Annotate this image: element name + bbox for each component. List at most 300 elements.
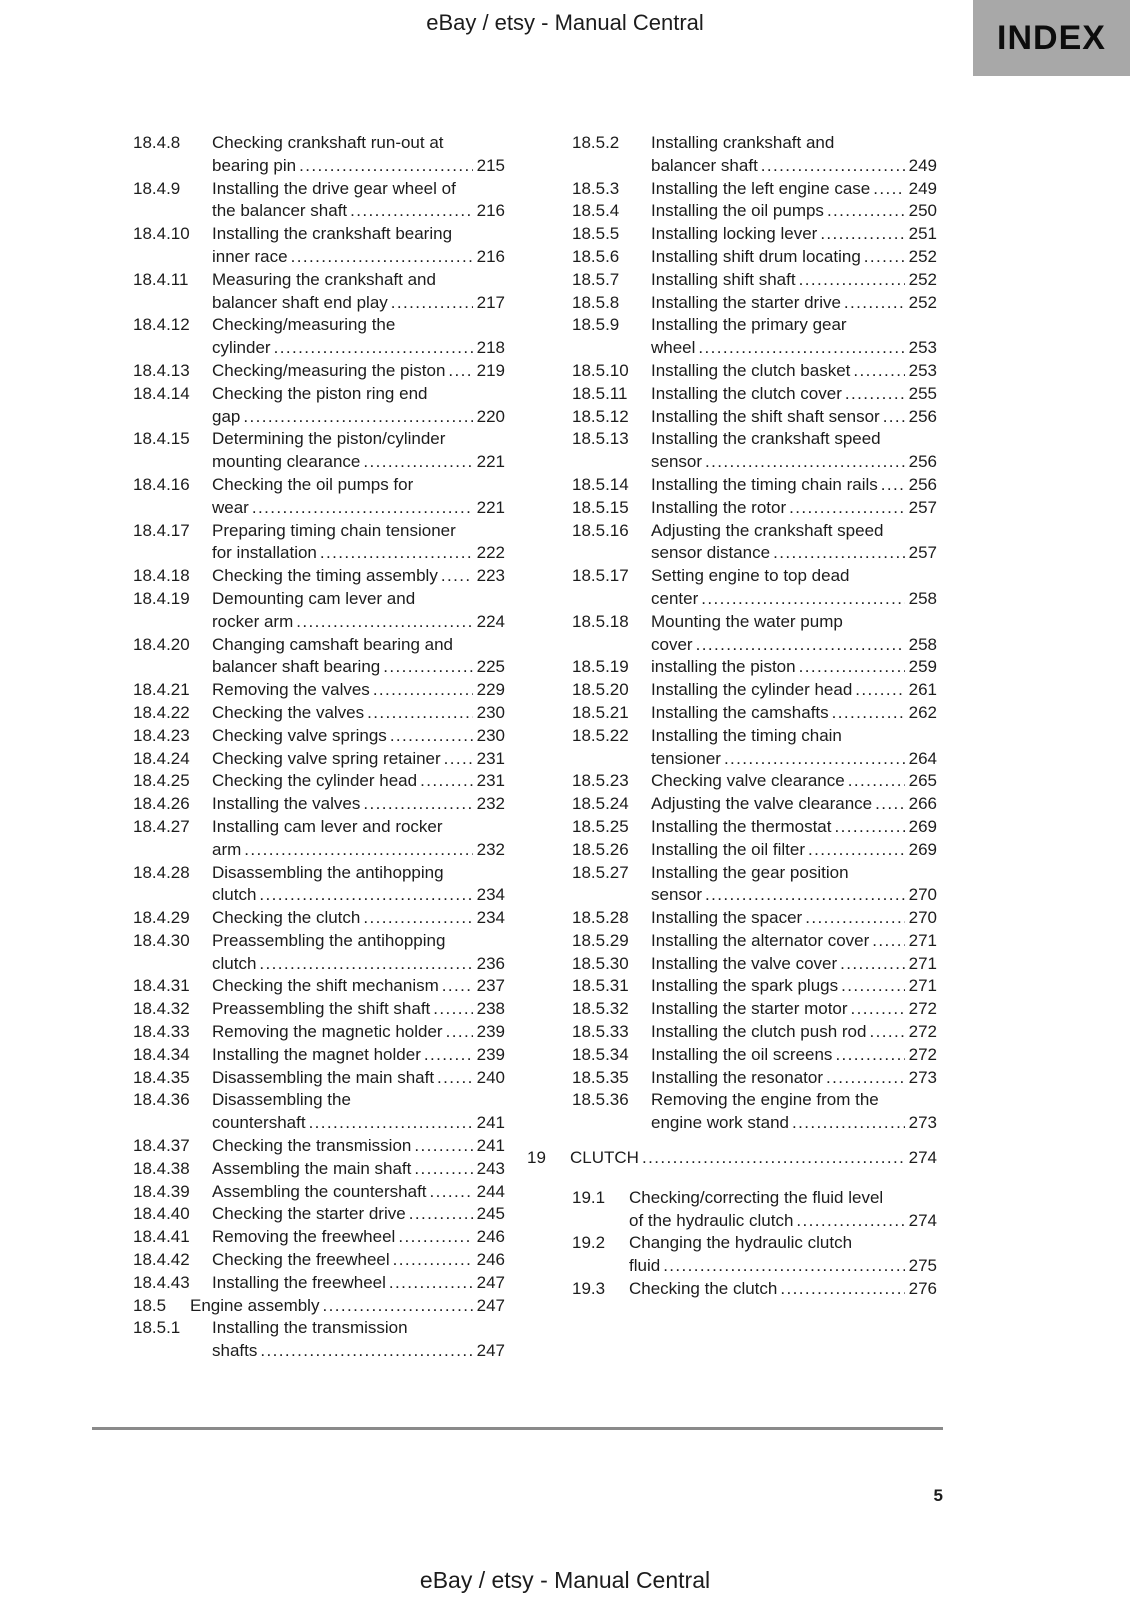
dot-leader: [773, 542, 905, 565]
toc-entry-last-line: [651, 155, 937, 178]
toc-entry-title: [651, 679, 937, 702]
toc-entry-number: 18.5.24: [572, 794, 629, 814]
dot-leader: [259, 884, 472, 907]
dot-leader: [244, 839, 472, 862]
toc-entry-number: 18.5.26: [572, 839, 629, 859]
dot-leader: [827, 200, 905, 223]
toc-entry-number: 19.1: [572, 1187, 606, 1207]
toc-entry-number: 18.4.24: [133, 748, 190, 768]
toc-entry-last-line: [651, 1021, 937, 1044]
toc-entry-number: 18.4.21: [133, 680, 190, 700]
dot-leader: [840, 953, 904, 976]
toc-entry-page: 259: [908, 657, 937, 677]
toc-entry-title: [651, 611, 937, 657]
toc-entry: [133, 634, 505, 680]
toc-entry-number: 18.4.26: [133, 794, 190, 814]
toc-entry: [133, 1021, 505, 1044]
dot-leader: [642, 1147, 905, 1170]
dot-leader: [259, 953, 472, 976]
toc-entry-title: [651, 132, 937, 178]
toc-entry-title-text: Installing the resonator: [651, 1067, 823, 1087]
dot-leader: [808, 839, 905, 862]
dot-leader: [789, 497, 904, 520]
page-number: 5: [933, 1486, 943, 1505]
toc-entry-title-line: Installing the primary gear: [651, 315, 847, 335]
toc-entry-page: 220: [476, 406, 505, 426]
toc-entry-number: 18.4.33: [133, 1022, 190, 1042]
toc-entry-title: [651, 383, 937, 406]
toc-entry-title: [651, 406, 937, 429]
toc-entry-last-line: [212, 360, 505, 383]
toc-entry-title: [212, 975, 505, 998]
toc-entry-last-line: [651, 360, 937, 383]
toc-entry-title-line: Setting engine to top dead: [651, 566, 850, 586]
toc-entry: [572, 360, 937, 383]
toc-entry-number: 18.5.7: [572, 269, 620, 289]
dot-leader: [393, 1249, 473, 1272]
dot-leader: [446, 1021, 473, 1044]
toc-entry-title-text: Installing the alternator cover: [651, 930, 870, 950]
toc-entry-page: 271: [908, 953, 937, 973]
toc-entry-title-text: Installing the spark plugs: [651, 976, 839, 996]
toc-entry-title: [212, 474, 505, 520]
toc-entry-page: 256: [908, 474, 937, 494]
toc-entry-title-text: Checking the shift mechanism: [212, 976, 439, 996]
toc-entry-title-line: Installing cam lever and rocker: [212, 816, 443, 836]
toc-entry-title-line: Installing the crankshaft speed: [651, 429, 881, 449]
toc-entry-title-text: Checking the freewheel: [212, 1250, 390, 1270]
toc-entry: [133, 314, 505, 360]
toc-entry-title-line: Installing the gear position: [651, 862, 849, 882]
toc-entry-number: 18.5.1: [133, 1318, 181, 1338]
toc-entry-page: 237: [476, 976, 505, 996]
toc-entry-number: 19.3: [572, 1279, 606, 1299]
dot-leader: [367, 702, 472, 725]
dot-leader: [437, 1067, 473, 1090]
toc-entry-title-text: Installing the clutch cover: [651, 383, 842, 403]
toc-entry-number: 18.4.22: [133, 702, 190, 722]
toc-entry-last-line: [212, 1135, 505, 1158]
toc-entry-last-line: [212, 155, 505, 178]
toc-entry: [572, 132, 937, 178]
toc-entry-number: 18.5.8: [572, 292, 620, 312]
toc-entry-page: 271: [908, 976, 937, 996]
toc-entry-title-text: Checking valve clearance: [651, 771, 845, 791]
toc-entry: [133, 588, 505, 634]
toc-entry: [133, 1226, 505, 1249]
toc-entry-title: [651, 314, 937, 360]
toc-entry-title-line: Preparing timing chain tensioner: [212, 520, 456, 540]
toc-entry: [572, 200, 937, 223]
toc-entry-title-text: fluid: [629, 1256, 661, 1276]
toc-entry-title-text: Installing the starter motor: [651, 999, 848, 1019]
toc-entry: [133, 862, 505, 908]
toc-entry-page: 217: [476, 292, 505, 312]
toc-entry: [572, 1089, 937, 1135]
toc-entry-number: 18.4.23: [133, 725, 190, 745]
toc-entry-last-line: [212, 1158, 505, 1181]
toc-entry-title-line: Disassembling the antihopping: [212, 862, 444, 882]
toc-entry-last-line: [651, 953, 937, 976]
toc-entry-page: 241: [476, 1136, 505, 1156]
toc-entry-last-line: [212, 793, 505, 816]
toc-entry-number: 18.4.31: [133, 976, 190, 996]
dot-leader: [835, 1044, 904, 1067]
toc-entry-title: [212, 1158, 505, 1181]
toc-entry-title-text: of the hydraulic clutch: [629, 1210, 794, 1230]
dot-leader: [274, 337, 473, 360]
toc-entry: [572, 1187, 937, 1233]
toc-entry: [572, 998, 937, 1021]
toc-entry-page: 221: [476, 452, 505, 472]
dot-leader: [820, 223, 904, 246]
toc-entry: [572, 314, 937, 360]
toc-entry-title: [651, 1067, 937, 1090]
toc-entry-title-text: Removing the magnetic holder: [212, 1022, 443, 1042]
dot-leader: [845, 383, 905, 406]
toc-entry-last-line: [629, 1255, 937, 1278]
toc-entry-number: 18.5.11: [572, 383, 628, 403]
dot-leader: [832, 702, 905, 725]
toc-entry-number: 18.4.20: [133, 634, 190, 654]
toc-entry-title-text: Checking the valves: [212, 702, 365, 722]
toc-entry-page: 264: [908, 748, 937, 768]
toc-entry-page: 252: [908, 292, 937, 312]
toc-entry-title-text: Installing the cylinder head: [651, 680, 853, 700]
toc-entry: [572, 246, 937, 269]
toc-entry-page: 273: [908, 1067, 937, 1087]
toc-entry-page: 256: [908, 452, 937, 472]
toc-entry-title: [651, 200, 937, 223]
toc-entry-number: 18.5.13: [572, 429, 629, 449]
toc-entry-number: 18.4.32: [133, 999, 190, 1019]
toc-entry-page: 239: [476, 1044, 505, 1064]
dot-leader: [296, 611, 472, 634]
toc-entry-page: 216: [476, 246, 505, 266]
toc-entry-last-line: [212, 975, 505, 998]
toc-entry: [133, 679, 505, 702]
toc-entry-title: [212, 702, 505, 725]
toc-entry-title-text: Installing the shift shaft sensor: [651, 406, 880, 426]
toc-entry-title-line: Measuring the crankshaft and: [212, 269, 436, 289]
toc-entry-last-line: [629, 1278, 937, 1301]
dot-leader: [851, 998, 905, 1021]
dot-leader: [799, 656, 905, 679]
toc-entry-title-text: Installing the starter drive: [651, 292, 841, 312]
toc-entry-page: 234: [476, 885, 505, 905]
toc-entry-title-text: sensor distance: [651, 543, 771, 563]
toc-entry-title-text: Disassembling the main shaft: [212, 1067, 435, 1087]
toc-entry-title-line: Mounting the water pump: [651, 611, 843, 631]
toc-entry-last-line: [212, 702, 505, 725]
toc-entry-number: 18.4.38: [133, 1158, 190, 1178]
toc-entry-number: 18.5.5: [572, 224, 620, 244]
dot-leader: [420, 770, 473, 793]
toc-entry-page: 271: [908, 930, 937, 950]
toc-entry-title: [212, 520, 505, 566]
toc-entry: [572, 223, 937, 246]
dot-leader: [398, 1226, 472, 1249]
toc-entry-number: 18.4.13: [133, 360, 190, 380]
toc-entry-page: 240: [476, 1067, 505, 1087]
dot-leader: [873, 178, 904, 201]
toc-entry-number: 18.5.19: [572, 657, 629, 677]
toc-entry-last-line: [651, 588, 937, 611]
toc-entry-number: 18.4.25: [133, 771, 190, 791]
toc-entry-last-line: [212, 1249, 505, 1272]
toc-entry-title-text: Installing the camshafts: [651, 702, 829, 722]
toc-entry-page: 266: [908, 794, 937, 814]
toc-entry-title-line: Disassembling the: [212, 1090, 351, 1110]
toc-entry-page: 262: [908, 702, 937, 722]
toc-entry-number: 18.5.25: [572, 816, 629, 836]
toc-entry: [572, 1278, 937, 1301]
toc-entry: [133, 1203, 505, 1226]
dot-leader: [701, 588, 904, 611]
toc-entry-title-text: rocker arm: [212, 611, 294, 631]
toc-entry-title: [212, 634, 505, 680]
toc-entry-title-line: Preassembling the antihopping: [212, 930, 446, 950]
toc-entry-page: 244: [476, 1181, 505, 1201]
toc-entry: [572, 383, 937, 406]
toc-entry-last-line: [651, 884, 937, 907]
toc-entry: [572, 1044, 937, 1067]
toc-entry: [133, 1089, 505, 1135]
toc-entry: [572, 907, 937, 930]
toc-entry: [133, 1135, 505, 1158]
toc-entry-title-line: Checking crankshaft run-out at: [212, 133, 444, 152]
toc-entry-page: 258: [908, 634, 937, 654]
toc-entry-title-text: Assembling the countershaft: [212, 1181, 427, 1201]
toc-entry-page: 246: [476, 1227, 505, 1247]
toc-entry: [133, 223, 505, 269]
dot-leader: [373, 679, 473, 702]
toc-entry-number: 18.5.6: [572, 246, 620, 266]
toc-entry-page: 232: [476, 794, 505, 814]
toc-entry: [133, 816, 505, 862]
toc-entry-number: 18.5.18: [572, 611, 629, 631]
toc-entry-title: [212, 178, 505, 224]
toc-entry-page: 223: [476, 566, 505, 586]
toc-entry: [572, 497, 937, 520]
toc-entry-title-text: gap: [212, 406, 241, 426]
toc-entry-last-line: [212, 1181, 505, 1204]
toc-entry-title-text: Removing the valves: [212, 680, 370, 700]
toc-entry-number: 18.5.20: [572, 680, 629, 700]
toc-entry: [133, 520, 505, 566]
toc-entry-number: 18.4.18: [133, 566, 190, 586]
toc-entry-title: [212, 1021, 505, 1044]
toc-entry: [133, 702, 505, 725]
dot-leader: [844, 292, 905, 315]
toc-entry-page: 245: [476, 1204, 505, 1224]
toc-entry-title: [651, 975, 937, 998]
toc-entry-last-line: [212, 1203, 505, 1226]
toc-entry-last-line: [651, 269, 937, 292]
toc-entry-last-line: [212, 246, 505, 269]
toc-entry-last-line: [212, 656, 505, 679]
toc-entry-number: 18.4.19: [133, 588, 190, 608]
toc-entry: [572, 565, 937, 611]
toc-entry-title-text: engine work stand: [651, 1113, 789, 1133]
toc-entry-title: [212, 907, 505, 930]
toc-entry-page: 250: [908, 201, 937, 221]
toc-entry-title-text: shafts: [212, 1341, 258, 1361]
toc-entry-page: 232: [476, 839, 505, 859]
dot-leader: [252, 497, 473, 520]
toc-entry-last-line: [651, 770, 937, 793]
toc-entry-number: 18.5.22: [572, 725, 629, 745]
toc-entry-title-line: Adjusting the crankshaft speed: [651, 520, 884, 540]
toc-entry-title-text: balancer shaft end play: [212, 292, 388, 312]
dot-leader: [796, 1210, 904, 1233]
toc-entry-number: 18.5.34: [572, 1044, 629, 1064]
toc-entry-title-text: Installing shift shaft: [651, 269, 796, 289]
dot-leader: [291, 246, 473, 269]
toc-entry-title-text: Installing shift drum locating: [651, 246, 861, 266]
toc-entry-number: 18.5.14: [572, 474, 629, 494]
toc-entry-title-text: Removing the freewheel: [212, 1227, 396, 1247]
toc-entry: [133, 1181, 505, 1204]
toc-entry-number: 18.5.35: [572, 1067, 629, 1087]
toc-entry-page: 256: [908, 406, 937, 426]
toc-entry-title: [651, 702, 937, 725]
toc-entry-title: [212, 428, 505, 474]
dot-leader: [792, 1112, 905, 1135]
toc-entry-last-line: [212, 770, 505, 793]
toc-entry-title: [212, 725, 505, 748]
toc-entry-number: 18.5.3: [572, 178, 620, 198]
toc-entry-page: 216: [476, 201, 505, 221]
toc-entry-page: 269: [908, 839, 937, 859]
toc-entry: [572, 725, 937, 771]
toc-entry-number: 18.4.41: [133, 1227, 190, 1247]
dot-leader: [853, 360, 904, 383]
toc-entry-title: [190, 1295, 505, 1318]
toc-entry: [133, 178, 505, 224]
toc-entry-last-line: [651, 292, 937, 315]
toc-entry-title-text: clutch: [212, 953, 257, 973]
toc-entry-last-line: [651, 839, 937, 862]
toc-entry-last-line: [212, 953, 505, 976]
toc-entry-page: 253: [908, 360, 937, 380]
dot-leader: [841, 975, 905, 998]
toc-entry-page: 218: [476, 338, 505, 358]
toc-entry-title: [651, 907, 937, 930]
toc-entry-title-text: installing the piston: [651, 657, 796, 677]
toc-entry-number: 18.4.14: [133, 383, 190, 403]
toc-entry-last-line: [651, 178, 937, 201]
dot-leader: [414, 1158, 472, 1181]
dot-leader: [705, 884, 905, 907]
toc-entry-title-text: Installing the freewheel: [212, 1272, 386, 1292]
toc-entry-number: 18.5: [133, 1295, 167, 1315]
toc-entry-title: [651, 725, 937, 771]
toc-entry: [133, 1044, 505, 1067]
toc-entry-page: 273: [908, 1113, 937, 1133]
toc-entry: [572, 428, 937, 474]
toc-entry-last-line: [212, 907, 505, 930]
index-badge-label: INDEX: [997, 18, 1106, 57]
toc-entry-page: 241: [476, 1113, 505, 1133]
toc-entry-number: 18.4.37: [133, 1136, 190, 1156]
toc-entry-title-line: Installing the transmission: [212, 1318, 408, 1338]
toc-entry-title-text: sensor: [651, 885, 703, 905]
toc-entry-number: 18.4.34: [133, 1044, 190, 1064]
toc-entry-page: 275: [908, 1256, 937, 1276]
toc-entry-title-line: Changing camshaft bearing and: [212, 634, 453, 654]
index-badge: [973, 0, 1130, 76]
toc-entry-title-text: Checking/measuring the piston: [212, 360, 446, 380]
toc-entry-title: [212, 1226, 505, 1249]
toc-entry-last-line: [212, 611, 505, 634]
toc-entry-title-text: clutch: [212, 885, 257, 905]
toc-entry-last-line: [570, 1147, 937, 1170]
dot-leader: [433, 998, 472, 1021]
toc-entry-title: [651, 178, 937, 201]
toc-entry-title-text: cylinder: [212, 338, 271, 358]
toc-entry-title: [212, 1272, 505, 1295]
toc-entry-last-line: [212, 1067, 505, 1090]
toc-entry-title-text: Installing the spacer: [651, 908, 803, 928]
toc-entry-title-text: Installing the timing chain rails: [651, 474, 878, 494]
toc-entry: [572, 862, 937, 908]
toc-entry-title-text: Engine assembly: [190, 1295, 320, 1315]
toc-entry-last-line: [651, 634, 937, 657]
toc-entry: [133, 383, 505, 429]
toc-entry-page: 247: [476, 1295, 505, 1315]
toc-entry-number: 18.4.30: [133, 930, 190, 950]
toc-entry-last-line: [212, 679, 505, 702]
toc-entry-number: 18.5.16: [572, 520, 629, 540]
toc-entry-title: [651, 953, 937, 976]
toc-entry-last-line: [212, 725, 505, 748]
toc-entry-number: 18.4.11: [133, 269, 189, 289]
toc-entry-title: [651, 998, 937, 1021]
toc-entry-page: 229: [476, 680, 505, 700]
toc-entry-last-line: [212, 748, 505, 771]
toc-entry-title: [651, 428, 937, 474]
toc-entry-number: 18.4.36: [133, 1090, 190, 1110]
toc-entry-title: [651, 223, 937, 246]
toc-entry-title-text: Adjusting the valve clearance: [651, 794, 873, 814]
toc-entry-last-line: [651, 383, 937, 406]
toc-entry-title-text: inner race: [212, 246, 288, 266]
toc-entry-number: 18.4.35: [133, 1067, 190, 1087]
toc-entry-title: [212, 748, 505, 771]
toc-entry-last-line: [212, 542, 505, 565]
toc-entry-page: 265: [908, 771, 937, 791]
toc-entry-title: [212, 588, 505, 634]
toc-entry-number: 18.5.33: [572, 1022, 629, 1042]
toc-entry-last-line: [651, 406, 937, 429]
toc-entry: [133, 1067, 505, 1090]
toc-entry-title: [212, 793, 505, 816]
toc-entry-title-text: Checking the cylinder head: [212, 771, 418, 791]
toc-entry-last-line: [212, 565, 505, 588]
toc-entry-title-line: Installing crankshaft and: [651, 133, 835, 152]
toc-entry-title: [651, 269, 937, 292]
toc-entry-page: 249: [908, 178, 937, 198]
dot-leader: [780, 1278, 904, 1301]
toc-entry-last-line: [212, 497, 505, 520]
toc-entry-last-line: [190, 1295, 505, 1318]
toc-entry-page: 276: [908, 1279, 937, 1299]
toc-entry-title-text: balancer shaft bearing: [212, 657, 381, 677]
toc-entry-title-line: Checking/measuring the: [212, 315, 396, 335]
toc-entry-last-line: [651, 542, 937, 565]
toc-entry-title: [651, 292, 937, 315]
